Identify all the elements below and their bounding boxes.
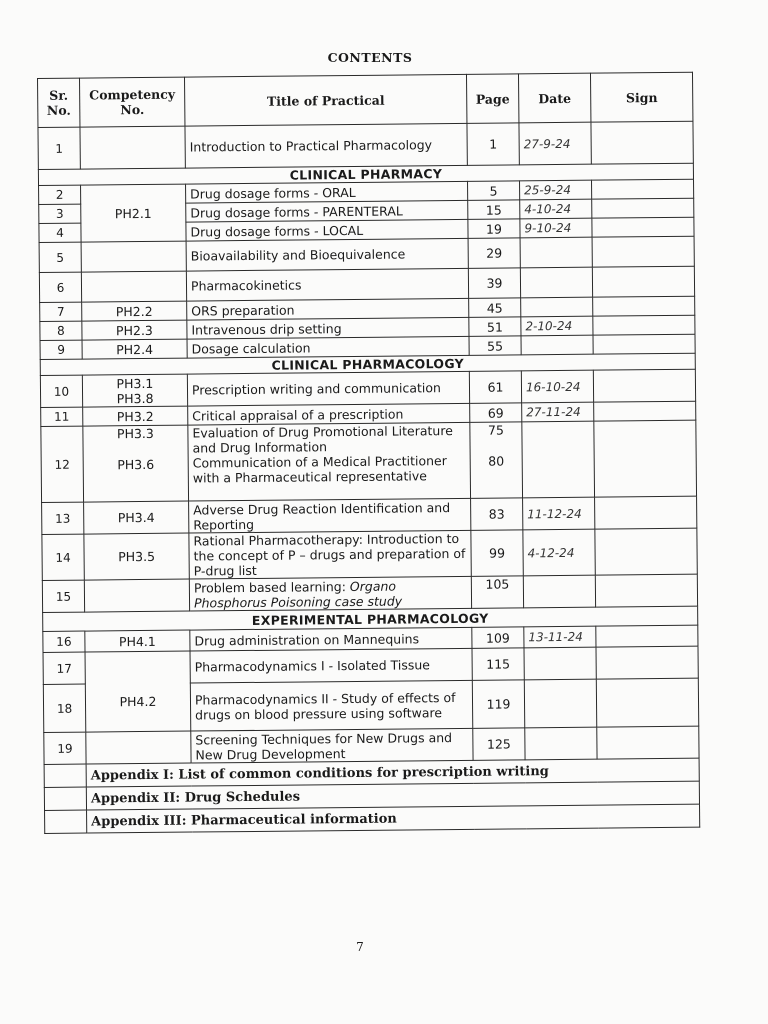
- col-header-sign: Sign: [590, 72, 692, 122]
- sign-cell: [596, 646, 698, 679]
- competency-cell: PH4.1: [85, 630, 190, 652]
- title-cell: Drug dosage forms - ORAL: [186, 181, 468, 203]
- sign-cell: [592, 198, 694, 218]
- handwritten-date: 11-12-24: [523, 497, 595, 530]
- handwritten-date: 13-11-24: [524, 626, 596, 648]
- title-cell: Drug dosage forms - LOCAL: [186, 219, 468, 241]
- sr-cell: 10: [40, 375, 82, 407]
- date-cell: [521, 335, 593, 355]
- section-heading: CLINICAL PHARMACY: [38, 163, 693, 185]
- sr-cell: 17: [43, 652, 85, 684]
- title-cell: ORS preparation: [187, 298, 469, 320]
- sign-cell: [591, 121, 693, 164]
- competency-code: PH3.1: [116, 375, 154, 391]
- sr-cell: 2: [39, 185, 81, 204]
- competency-code: PH3.3: [116, 425, 154, 442]
- date-cell: [524, 679, 596, 728]
- sign-cell: [593, 296, 695, 316]
- handwritten-date: 25-9-24: [520, 180, 592, 200]
- sign-cell: [593, 334, 695, 354]
- date-cell: [525, 727, 597, 760]
- date-cell: [523, 575, 595, 608]
- competency-cell: PH2.3: [82, 320, 187, 340]
- date-cell: [521, 297, 593, 317]
- sign-cell: [595, 574, 697, 607]
- sr-cell: 9: [40, 340, 82, 359]
- title-cell: Bioavailability and Bioequivalence: [186, 238, 468, 271]
- page-cell: 29: [468, 238, 520, 268]
- date-cell: [522, 421, 595, 498]
- table-row: [38, 121, 693, 169]
- handwritten-date: 16-10-24: [521, 370, 593, 403]
- sr-cell: 5: [39, 242, 81, 272]
- sr-cell: 6: [39, 272, 81, 302]
- competency-cell: PH2.4: [82, 339, 187, 359]
- page-heading: CONTENTS: [327, 50, 413, 65]
- sign-cell: [595, 528, 697, 575]
- title-cell: Screening Techniques for New Drugs and New Drug Development: [191, 728, 473, 763]
- competency-cell: [82, 374, 187, 407]
- competency-cell: [81, 241, 186, 272]
- sr-cell: 8: [40, 321, 82, 340]
- title-cell: Adverse Drug Reaction Identification and Reporting: [189, 498, 471, 533]
- section-heading: EXPERIMENTAL PHARMACOLOGY: [43, 606, 698, 631]
- page-cell: 15: [468, 200, 520, 219]
- sr-cell: 11: [41, 407, 83, 426]
- appendix-row: [45, 804, 700, 833]
- page-cell: 83: [471, 498, 523, 530]
- title-part: Communication of a Medical Practitioner with a Pharmaceutical representative: [192, 453, 447, 486]
- sr-cell: 4: [39, 223, 81, 242]
- title-cell: Rational Pharmacotherapy: Introduction to the concept of P – drugs and preparation of P-drug list: [189, 530, 471, 579]
- page-cell: 69: [470, 403, 522, 422]
- sign-cell: [592, 179, 694, 199]
- sr-cell: [44, 787, 86, 810]
- page-cell: 125: [473, 728, 525, 760]
- competency-cell: [86, 731, 191, 764]
- title-cell: Critical appraisal of a prescription: [188, 403, 470, 425]
- page-number: 75: [487, 422, 504, 438]
- sr-cell: 13: [42, 502, 84, 534]
- title-cell: Pharmacodynamics II - Study of effects of drugs on blood pressure using software: [190, 680, 472, 731]
- page-cell: 5: [468, 181, 520, 200]
- appendix-title: Appendix II: Drug Schedules: [86, 781, 699, 810]
- contents-table: [37, 72, 700, 834]
- sign-cell: [593, 369, 695, 402]
- col-header-sr: Sr. No.: [38, 78, 80, 127]
- title-cell: [188, 422, 471, 501]
- sign-cell: [596, 625, 698, 647]
- sign-cell: [594, 401, 696, 421]
- handwritten-date: 27-9-24: [519, 122, 591, 165]
- title-cell: Introduction to Practical Pharmacology: [185, 123, 467, 168]
- date-cell: [520, 237, 592, 268]
- sr-cell: 12: [41, 426, 84, 502]
- handwritten-date: 4-12-24: [523, 529, 595, 576]
- page-cell: 19: [468, 219, 520, 238]
- page-cell: 55: [469, 336, 521, 355]
- appendix-title: Appendix I: List of common conditions for prescription writing: [86, 758, 699, 787]
- sr-cell: [45, 810, 87, 833]
- sr-cell: 1: [38, 127, 80, 169]
- date-cell: [520, 267, 592, 298]
- page-cell: 39: [468, 268, 520, 298]
- page-cell: 99: [471, 530, 523, 576]
- contents-table-wrapper: [37, 72, 699, 834]
- page-cell: 115: [472, 648, 524, 680]
- competency-code: PH3.8: [116, 390, 154, 406]
- sr-cell: 3: [39, 204, 81, 223]
- competency-cell: [81, 271, 186, 302]
- title-text: Problem based learning:: [193, 578, 350, 596]
- title-cell: Drug dosage forms - PARENTERAL: [186, 200, 468, 222]
- table-row: [41, 420, 697, 502]
- page-cell: 61: [469, 371, 521, 403]
- page-number: 7: [356, 940, 364, 954]
- title-cell: Pharmacodynamics I - Isolated Tissue: [190, 648, 472, 683]
- title-cell: [189, 576, 471, 611]
- col-header-title: Title of Practical: [184, 74, 466, 126]
- competency-cell: PH3.5: [84, 533, 189, 580]
- competency-cell: [83, 425, 189, 502]
- title-cell: Prescription writing and communication: [187, 371, 469, 406]
- title-part: Evaluation of Drug Promotional Literature and Drug Information: [192, 423, 453, 456]
- col-header-date: Date: [518, 73, 590, 123]
- page-cell: 119: [472, 680, 524, 728]
- sr-cell: 7: [40, 302, 82, 321]
- handwritten-date: 2-10-24: [521, 316, 593, 336]
- handwritten-date: 9-10-24: [520, 218, 592, 238]
- page-cell: 1: [467, 123, 519, 165]
- section-heading: CLINICAL PHARMACOLOGY: [40, 353, 695, 375]
- competency-cell: PH3.2: [83, 406, 188, 426]
- title-cell: Drug administration on Mannequins: [190, 627, 472, 651]
- title-cell: Dosage calculation: [187, 336, 469, 358]
- sign-cell: [597, 726, 699, 759]
- page-cell: 109: [472, 627, 524, 648]
- title-cell: Pharmacokinetics: [186, 268, 468, 301]
- competency-cell: PH2.2: [82, 301, 187, 321]
- sign-cell: [592, 236, 694, 267]
- competency-cell: PH4.2: [85, 651, 191, 732]
- competency-cell: [80, 126, 185, 169]
- date-cell: [524, 647, 596, 680]
- sr-cell: 18: [43, 684, 85, 732]
- sign-cell: [595, 496, 697, 529]
- sign-cell: [592, 266, 694, 297]
- page-cell: 51: [469, 317, 521, 336]
- page-cell: [470, 422, 523, 498]
- sr-cell: 16: [43, 631, 85, 652]
- sr-cell: 19: [44, 732, 86, 764]
- title-cell: Intravenous drip setting: [187, 317, 469, 339]
- competency-cell: PH3.4: [84, 501, 189, 534]
- handwritten-date: 4-10-24: [520, 199, 592, 219]
- sign-cell: [594, 420, 697, 497]
- sign-cell: [592, 217, 694, 237]
- title-text-italic: Organo Phosphorus Poisoning case study: [193, 578, 403, 611]
- sr-cell: 15: [42, 580, 84, 612]
- sr-cell: [44, 764, 86, 787]
- competency-cell: PH2.1: [81, 184, 187, 242]
- page-cell: 105: [471, 576, 523, 608]
- col-header-page: Page: [466, 74, 518, 123]
- table-row: [42, 528, 697, 580]
- handwritten-date: 27-11-24: [522, 402, 594, 422]
- competency-cell: [84, 579, 189, 612]
- col-header-competency: Competency No.: [80, 77, 185, 127]
- page-cell: 45: [469, 298, 521, 317]
- appendix-title: Appendix III: Pharmaceutical information: [87, 804, 700, 833]
- sr-cell: 14: [42, 534, 84, 580]
- sign-cell: [593, 315, 695, 335]
- competency-code: PH3.6: [117, 456, 155, 473]
- sign-cell: [596, 678, 698, 727]
- header-row: [38, 72, 693, 127]
- page-number: 80: [488, 453, 505, 469]
